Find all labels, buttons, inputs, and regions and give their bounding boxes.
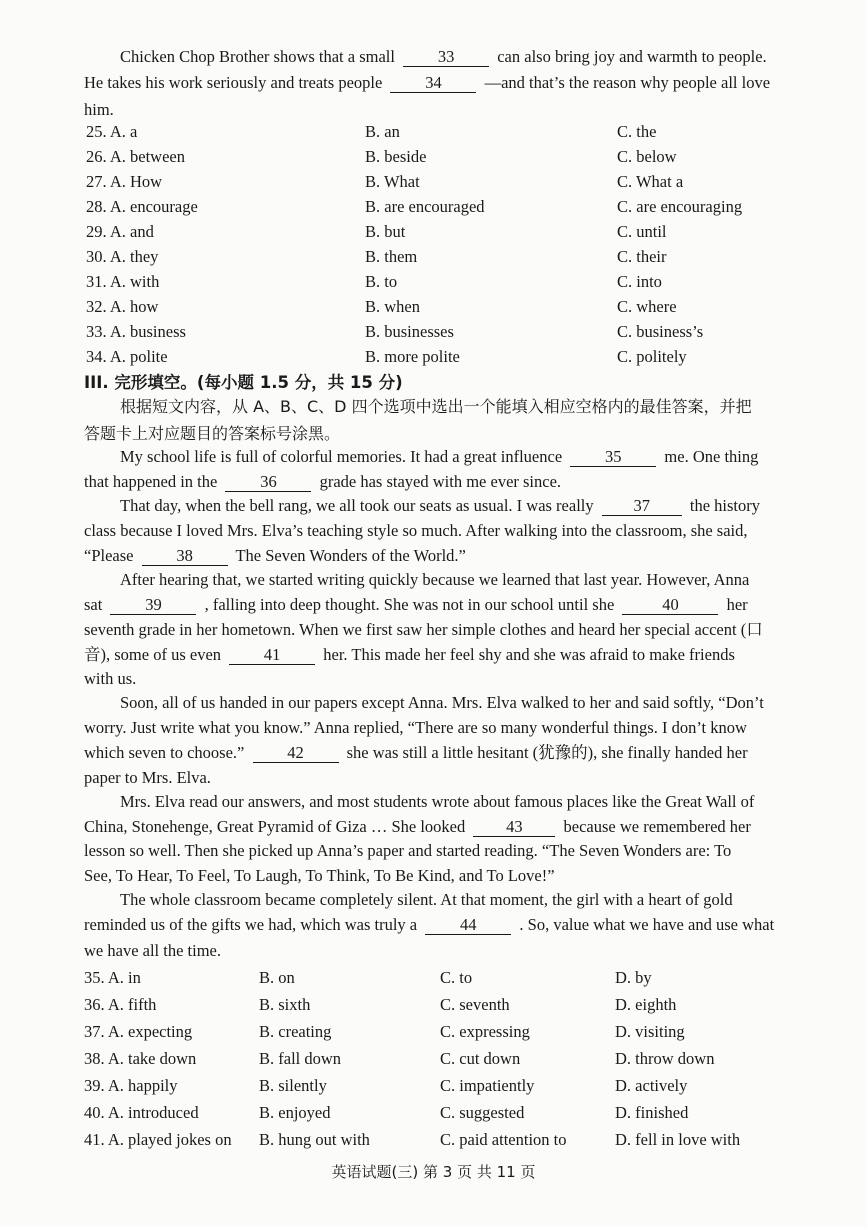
option-c: C. where xyxy=(617,297,677,316)
blank-44: 44 xyxy=(425,916,511,935)
passage-line xyxy=(84,471,828,493)
text: her xyxy=(726,595,748,614)
blank-43: 43 xyxy=(473,818,555,837)
text: reminded us of the gifts we had, which was truly a xyxy=(84,915,418,934)
blank-36: 36 xyxy=(225,473,311,492)
option-a: 34. A. polite xyxy=(86,347,168,366)
text: which seven to choose.” xyxy=(84,743,245,762)
option-b: B. to xyxy=(365,272,398,291)
passage-line xyxy=(84,594,828,616)
text: her. This made her feel shy and she was afraid to make friends xyxy=(323,645,735,664)
passage-line: Mrs. Elva read our answers, and most students wrote about famous places like the Great Wall of xyxy=(120,792,755,811)
option-a: 41. A. played jokes on xyxy=(84,1130,232,1149)
option-row xyxy=(0,121,867,143)
blank-40: 40 xyxy=(622,596,718,615)
option-a: 30. A. they xyxy=(86,247,159,266)
option-b: B. hung out with xyxy=(259,1130,370,1149)
option-b: B. them xyxy=(365,247,418,266)
option-row xyxy=(0,967,867,989)
option-b: B. sixth xyxy=(259,995,311,1014)
option-a: 27. A. How xyxy=(86,172,163,191)
option-c: C. to xyxy=(440,968,473,987)
passage-line: seventh grade in her hometown. When we first saw her simple clothes and heard her special accent (口 xyxy=(84,620,763,639)
passage-line xyxy=(84,816,828,838)
instruction-line-2: 答题卡上对应题目的答案标号涂黑。 xyxy=(84,424,341,443)
text: My school life is full of colorful memories. It had a great influence xyxy=(120,447,563,466)
passage-line xyxy=(120,446,828,468)
passage-line: See, To Hear, To Feel, To Laugh, To Think, To Be Kind, and To Love!” xyxy=(84,866,555,885)
option-c: C. seventh xyxy=(440,995,510,1014)
option-a: 25. A. a xyxy=(86,122,138,141)
option-row xyxy=(0,1048,867,1070)
option-a: 29. A. and xyxy=(86,222,154,241)
option-c: C. What a xyxy=(617,172,684,191)
text: That day, when the bell rang, we all took our seats as usual. I was really xyxy=(120,496,594,515)
option-b: B. on xyxy=(259,968,295,987)
option-d: D. visiting xyxy=(615,1022,685,1041)
intro-line-2 xyxy=(84,72,828,94)
blank-41: 41 xyxy=(229,646,315,665)
text: me. One thing xyxy=(664,447,759,466)
option-c: C. business’s xyxy=(617,322,704,341)
option-a: 40. A. introduced xyxy=(84,1103,199,1122)
option-a: 39. A. happily xyxy=(84,1076,178,1095)
passage-line xyxy=(84,914,828,936)
text: He takes his work seriously and treats people xyxy=(84,73,383,92)
intro-line-3: him. xyxy=(84,100,114,119)
option-d: D. throw down xyxy=(615,1049,715,1068)
option-row xyxy=(0,1102,867,1124)
instruction-line-1: 根据短文内容，从 A、B、C、D 四个选项中选出一个能填入相应空格内的最佳答案，并把 xyxy=(120,397,752,416)
intro-line-1 xyxy=(120,46,828,68)
option-a: 32. A. how xyxy=(86,297,159,316)
option-b: B. What xyxy=(365,172,420,191)
option-c: C. their xyxy=(617,247,667,266)
option-row xyxy=(0,246,867,268)
option-a: 31. A. with xyxy=(86,272,160,291)
passage-line xyxy=(120,495,828,517)
option-row xyxy=(0,994,867,1016)
option-row xyxy=(0,296,867,318)
option-b: B. beside xyxy=(365,147,427,166)
option-a: 28. A. encourage xyxy=(86,197,198,216)
passage-line: After hearing that, we started writing quickly because we learned that last year. However, Anna xyxy=(120,570,750,589)
option-b: B. creating xyxy=(259,1022,332,1041)
blank-39: 39 xyxy=(110,596,196,615)
option-d: D. actively xyxy=(615,1076,688,1095)
option-c: C. into xyxy=(617,272,662,291)
text: , falling into deep thought. She was not in our school until she xyxy=(204,595,615,614)
option-b: B. an xyxy=(365,122,400,141)
option-row xyxy=(0,271,867,293)
passage-line: lesson so well. Then she picked up Anna’s paper and started reading. “The Seven Wonders are: To xyxy=(84,841,732,860)
option-a: 37. A. expecting xyxy=(84,1022,193,1041)
option-c: C. suggested xyxy=(440,1103,525,1122)
text: 音), some of us even xyxy=(84,645,222,664)
option-c: C. impatiently xyxy=(440,1076,535,1095)
passage-line: with us. xyxy=(84,669,137,688)
option-row xyxy=(0,346,867,368)
blank-34: 34 xyxy=(390,74,476,93)
option-d: D. eighth xyxy=(615,995,677,1014)
option-b: B. when xyxy=(365,297,420,316)
option-c: C. below xyxy=(617,147,677,166)
text: “Please xyxy=(84,546,134,565)
option-b: B. but xyxy=(365,222,406,241)
blank-42: 42 xyxy=(253,744,339,763)
blank-37: 37 xyxy=(602,497,682,516)
option-row xyxy=(0,221,867,243)
section-title: III. 完形填空。(每小题 1.5 分，共 15 分) xyxy=(84,373,403,392)
text: The Seven Wonders of the World.” xyxy=(235,546,466,565)
blank-38: 38 xyxy=(142,547,228,566)
passage-line xyxy=(84,644,828,666)
option-row xyxy=(0,1021,867,1043)
option-row xyxy=(0,1129,867,1151)
option-b: B. fall down xyxy=(259,1049,342,1068)
passage-line: The whole classroom became completely silent. At that moment, the girl with a heart of gold xyxy=(120,890,733,909)
option-c: C. the xyxy=(617,122,657,141)
option-row xyxy=(0,1075,867,1097)
option-c: C. politely xyxy=(617,347,687,366)
text: she was still a little hesitant (犹豫的), she finally handed her xyxy=(346,743,748,762)
text: —and that’s the reason why people all love xyxy=(484,73,771,92)
option-row xyxy=(0,146,867,168)
text: grade has stayed with me ever since. xyxy=(319,472,562,491)
page-footer: 英语试题(三) 第 3 页 共 11 页 xyxy=(331,1163,536,1181)
text: can also bring joy and warmth to people. xyxy=(497,47,767,66)
option-d: D. by xyxy=(615,968,652,987)
option-row xyxy=(0,321,867,343)
option-a: 26. A. between xyxy=(86,147,185,166)
option-a: 38. A. take down xyxy=(84,1049,197,1068)
text: sat xyxy=(84,595,103,614)
blank-33: 33 xyxy=(403,48,489,67)
option-row xyxy=(0,196,867,218)
option-d: D. finished xyxy=(615,1103,689,1122)
passage-line: worry. Just write what you know.” Anna replied, “There are so many wonderful things. I don’t know xyxy=(84,718,747,737)
passage-line: paper to Mrs. Elva. xyxy=(84,768,211,787)
option-c: C. paid attention to xyxy=(440,1130,567,1149)
text: . So, value what we have and use what xyxy=(519,915,775,934)
option-a: 33. A. business xyxy=(86,322,186,341)
text: China, Stonehenge, Great Pyramid of Giza … She looked xyxy=(84,817,466,836)
text: that happened in the xyxy=(84,472,218,491)
blank-35: 35 xyxy=(570,448,656,467)
text: because we remembered her xyxy=(563,817,751,836)
passage-line xyxy=(84,545,828,567)
text: Chicken Chop Brother shows that a small xyxy=(120,47,395,66)
option-c: C. until xyxy=(617,222,667,241)
text: the history xyxy=(689,496,760,515)
option-b: B. more polite xyxy=(365,347,460,366)
option-c: C. are encouraging xyxy=(617,197,743,216)
passage-line: Soon, all of us handed in our papers except Anna. Mrs. Elva walked to her and said softly, “Don’t xyxy=(120,693,764,712)
option-b: B. businesses xyxy=(365,322,454,341)
option-b: B. are encouraged xyxy=(365,197,485,216)
option-a: 36. A. fifth xyxy=(84,995,157,1014)
option-row xyxy=(0,171,867,193)
passage-line: class because I loved Mrs. Elva’s teaching style so much. After walking into the classroom, she said, xyxy=(84,521,748,540)
option-d: D. fell in love with xyxy=(615,1130,741,1149)
option-b: B. enjoyed xyxy=(259,1103,331,1122)
passage-line: we have all the time. xyxy=(84,941,221,960)
option-c: C. cut down xyxy=(440,1049,521,1068)
option-b: B. silently xyxy=(259,1076,327,1095)
option-a: 35. A. in xyxy=(84,968,141,987)
option-c: C. expressing xyxy=(440,1022,530,1041)
passage-line xyxy=(84,742,828,764)
